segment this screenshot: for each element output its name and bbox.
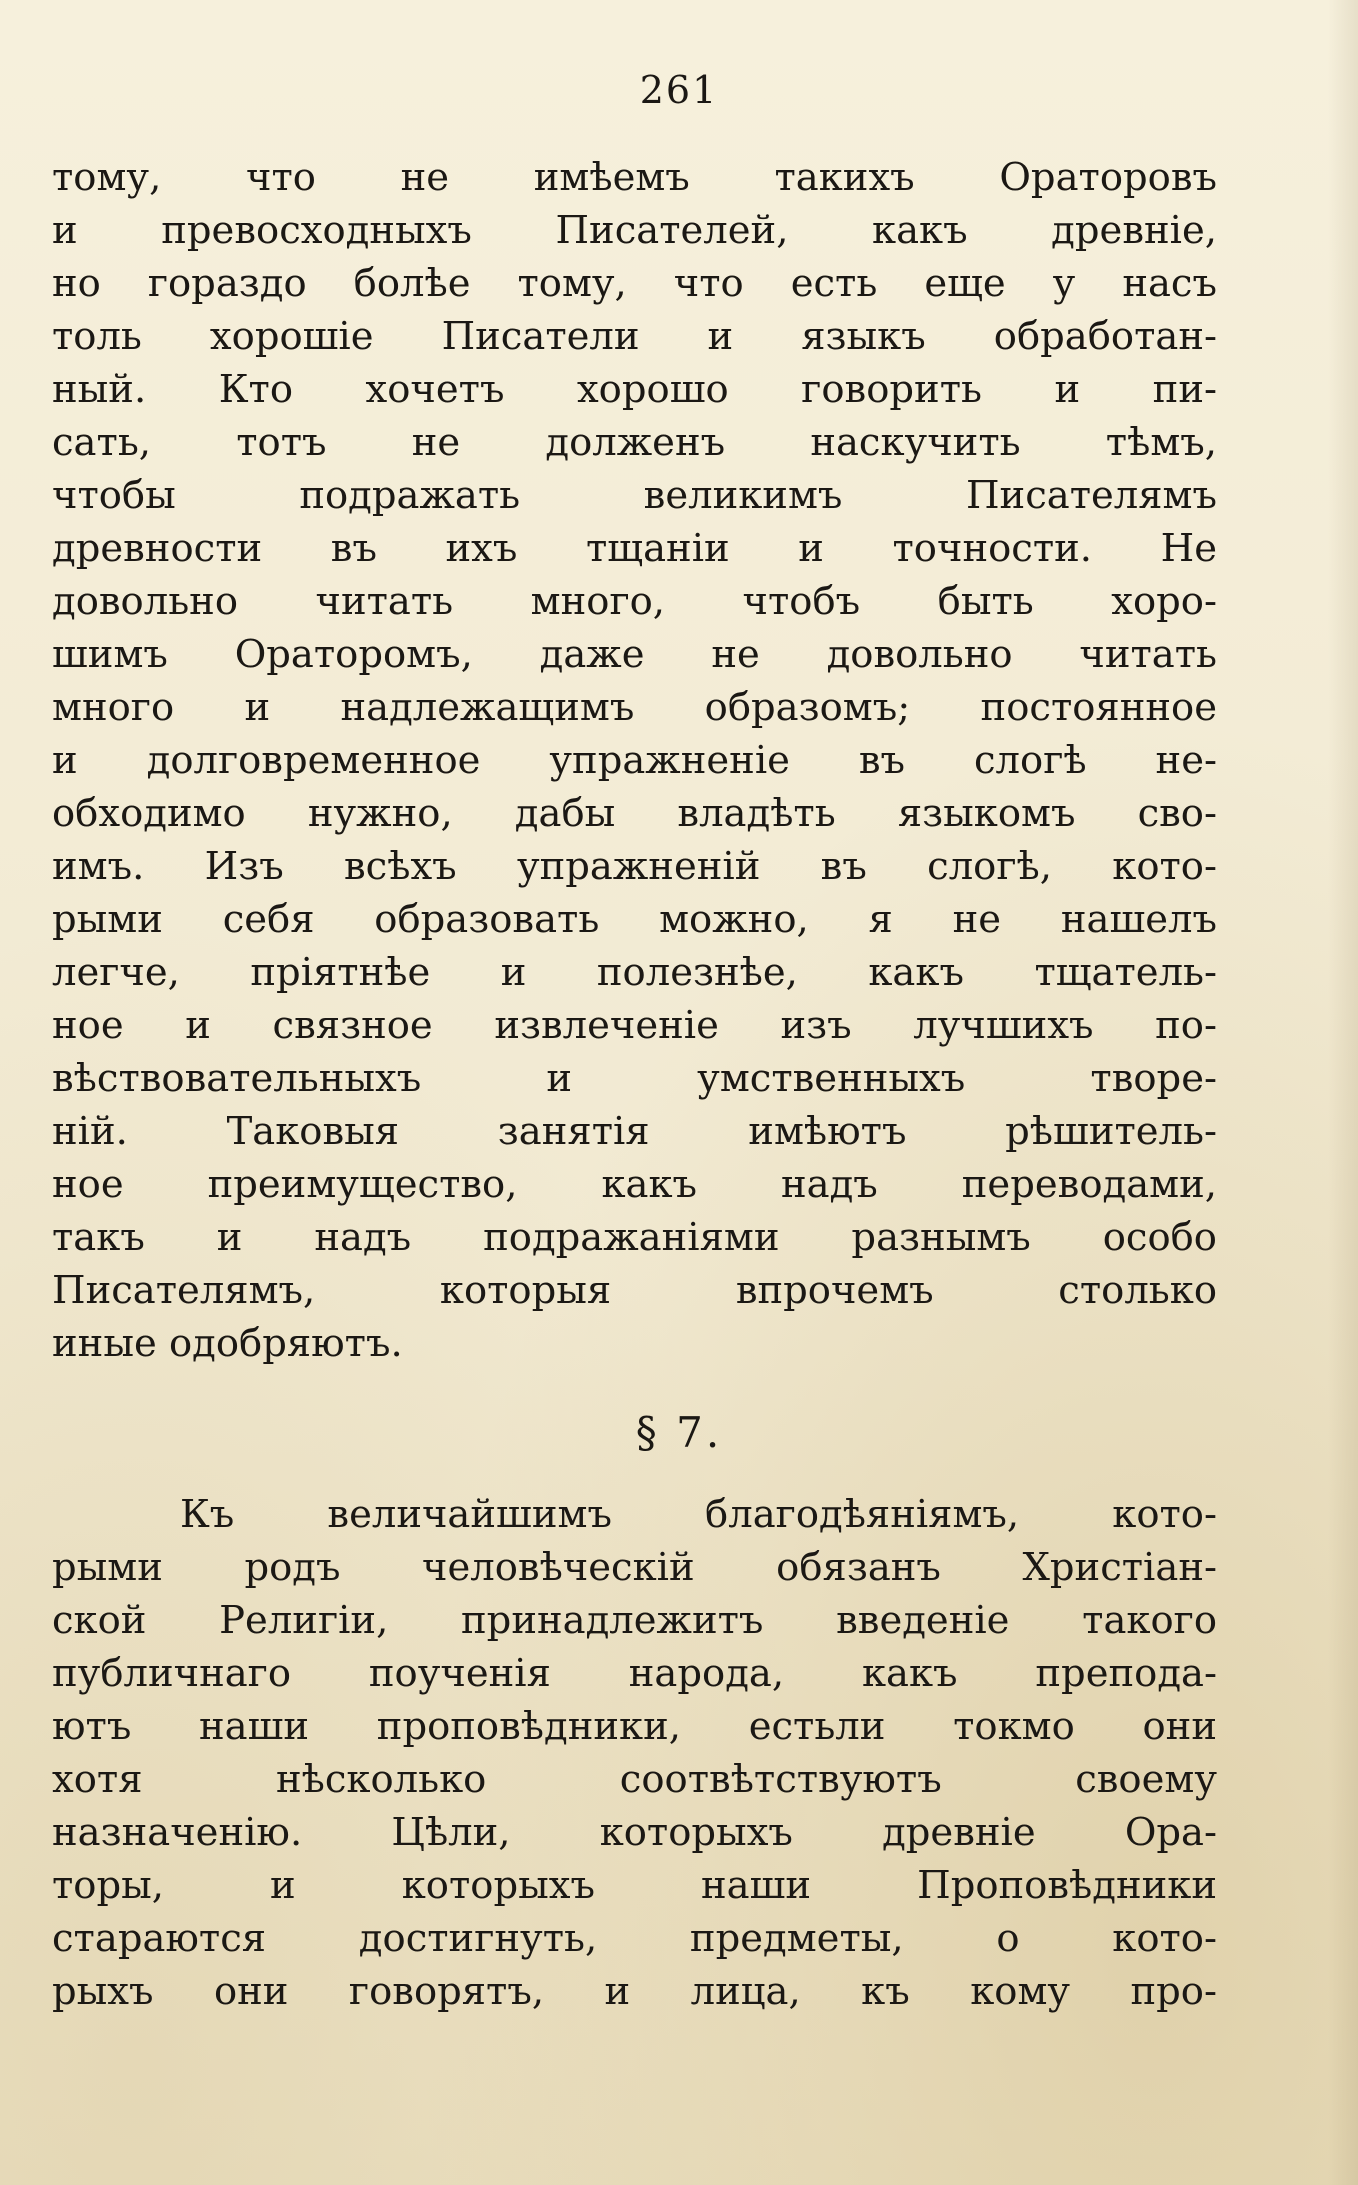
text-line: рыхъ они говорятъ, и лица, къ кому про- [52, 1969, 1217, 2014]
text-line: ное преимущество, какъ надъ переводами, [52, 1162, 1217, 1207]
text-line: ской Религіи, принадлежитъ введеніе такого [52, 1598, 1217, 1643]
text-line: древности въ ихъ тщаніи и точности. Не [52, 526, 1217, 571]
text-line: рыми родъ человѣческій обязанъ Христіан- [52, 1545, 1217, 1590]
text-line: но гораздо болѣе тому, что есть еще у насъ [52, 261, 1217, 306]
text-line: имъ. Изъ всѣхъ упражненій въ слогѣ, кото- [52, 844, 1217, 889]
text-line: публичнаго поученія народа, какъ препода- [52, 1651, 1217, 1696]
text-line: много и надлежащимъ образомъ; постоянное [52, 685, 1217, 730]
section-heading: § 7. [635, 1408, 723, 1457]
text-line: вѣствовательныхъ и умственныхъ творе- [52, 1056, 1217, 1101]
text-line: такъ и надъ подражаніями разнымъ особо [52, 1215, 1217, 1260]
text-line: обходимо нужно, дабы владѣть языкомъ сво- [52, 791, 1217, 836]
text-line: шимъ Ораторомъ, даже не довольно читать [52, 632, 1217, 677]
text-line: и превосходныхъ Писателей, какъ древніе, [52, 208, 1217, 253]
page-edge-shadow [1328, 0, 1358, 2185]
text-line: рыми себя образовать можно, я не нашелъ [52, 897, 1217, 942]
text-line: ютъ наши проповѣдники, естьли токмо они [52, 1704, 1217, 1749]
text-line: ній. Таковыя занятія имѣютъ рѣшитель- [52, 1109, 1217, 1154]
text-line: тому, что не имѣемъ такихъ Ораторовъ [52, 155, 1217, 200]
text-line: Къ величайшимъ благодѣяніямъ, кото- [180, 1492, 1217, 1537]
text-line: чтобы подражать великимъ Писателямъ [52, 473, 1217, 518]
text-line: иные одобряютъ. [52, 1321, 403, 1366]
text-line: легче, пріятнѣе и полезнѣе, какъ тщатель- [52, 950, 1217, 995]
text-line: назначенію. Цѣли, которыхъ древніе Ора- [52, 1810, 1217, 1855]
text-line: хотя нѣсколько соотвѣтствуютъ своему [52, 1757, 1217, 1802]
text-line: ный. Кто хочетъ хорошо говорить и пи- [52, 367, 1217, 412]
text-line: стараются достигнуть, предметы, о кото- [52, 1916, 1217, 1961]
paragraph-2 [52, 1488, 1217, 2018]
paragraph-1 [52, 151, 1217, 1370]
text-line: Писателямъ, которыя впрочемъ столько [52, 1268, 1217, 1313]
text-line: довольно читать много, чтобъ быть хоро- [52, 579, 1217, 624]
text-line: ное и связное извлеченіе изъ лучшихъ по- [52, 1003, 1217, 1048]
text-line: торы, и которыхъ наши Проповѣдники [52, 1863, 1217, 1908]
text-line: толь хорошіе Писатели и языкъ обработан- [52, 314, 1217, 359]
text-line: и долговременное упражненіе въ слогѣ не- [52, 738, 1217, 783]
page-number: 261 [639, 68, 719, 112]
text-line: сать, тотъ не долженъ наскучить тѣмъ, [52, 420, 1217, 465]
